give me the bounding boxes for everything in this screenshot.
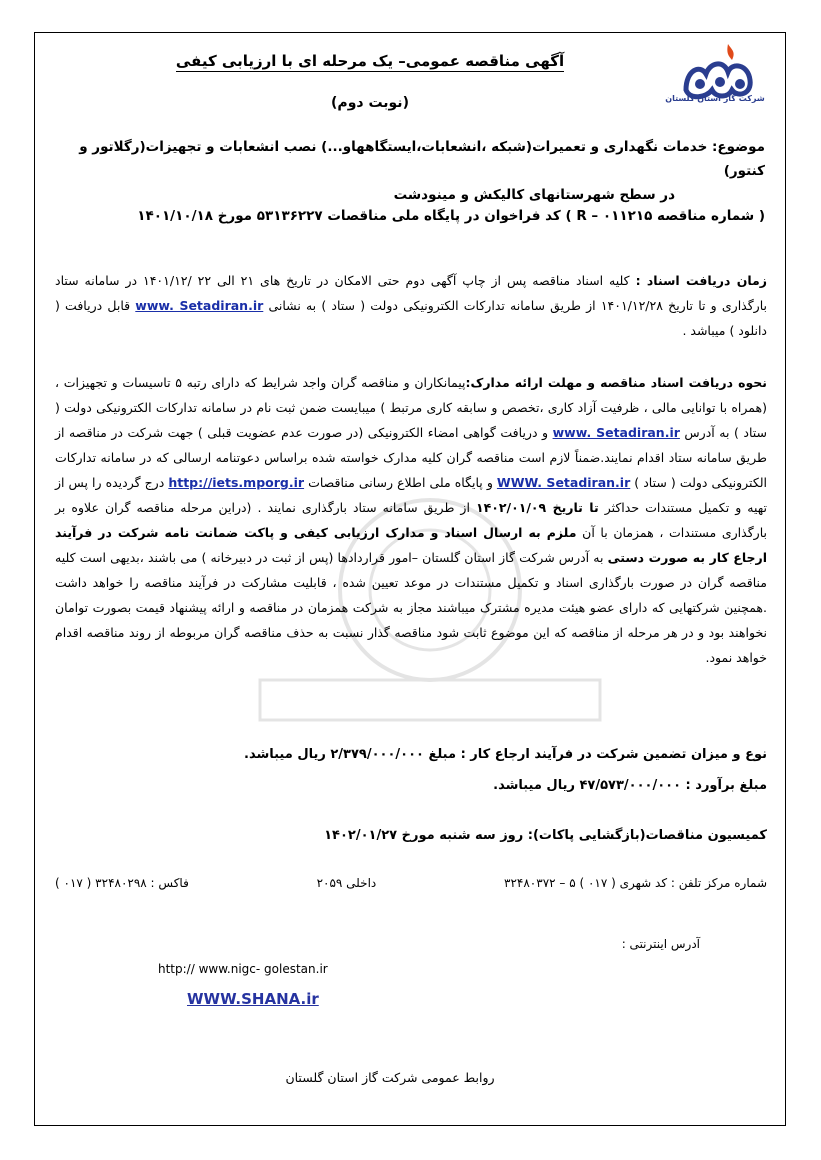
receipt-body-end: قابل دریافت ( دانلود ) میباشد . (55, 298, 767, 338)
receipt-heading: زمان دریافت اسناد : (635, 273, 767, 288)
shana-link[interactable]: WWW.SHANA.ir (187, 990, 319, 1008)
submission-paragraph (55, 370, 767, 670)
setadiran-link-3[interactable]: WWW. Setadiran.ir (496, 475, 631, 490)
logo-text: شرکت گاز استان گلستان (665, 94, 765, 103)
internet-address-label: آدرس اینترنتی : (621, 937, 700, 951)
nigc-golestan-link[interactable]: http:// www.nigc- golestan.ir (158, 962, 328, 976)
submission-heading: نحوه دریافت اسناد مناقصه و مهلت ارائه مدارک: (465, 375, 768, 390)
submission-body-c: و پایگاه ملی اطلاع رسانی مناقصات (304, 475, 497, 490)
deadline-text: تا تاریخ ۱۴۰۲/۰۱/۰۹ (475, 500, 599, 515)
page-title: آگهی مناقصه عمومی– یک مرحله ای با ارزیابی کیفی (175, 52, 565, 70)
fax-number: فاکس : ۳۲۴۸۰۲۹۸ ( ۰۱۷ ) (55, 876, 189, 890)
subject-line-1: موضوع: خدمات نگهداری و تعمیرات(شبکه ،انشعابات،ایستگاههاو...) نصب انشعابات و تجهیزات(رگلاتور و کنتور) (79, 139, 765, 179)
footer-signature: روابط عمومی شرکت گاز استان گلستان (285, 1070, 495, 1085)
subject-line-2: در سطح شهرستانهای کالیکش و مینودشت (393, 187, 675, 203)
tender-number-line: ( شماره مناقصه R – ۰۱۱۲۱۵ ) کد فراخوان در پایگاه ملی مناقصات ۵۳۱۳۶۲۲۷ مورخ ۱۴۰۱/۱۰/۱۸ (137, 208, 765, 224)
submission-body-f: به آدرس شرکت گاز استان گلستان –امور قراردادها (پس از ثبت در دبیرخانه ) می باشند ،بدیهی است کلیه مناقصه گران در صورت بارگذاری اسناد و تکمیل مستندات در موعد تعیین شده ، قابلیت مشارکت در فرآیند مناقصه را خواهد داشت .همچنین شرکتهایی که دارای عضو هیئت مدیره مشترک میباشند مجاز به شرکت همزمان در مناقصه و ارائه پیشنهاد قیمت بصورت توامان نخواهند بود و در هر مرحله از مناقصه که این موضوع ثابت شود مناقصه گذار نسبت به حذف مناقصه گران مربوطه از روند مناقصه اقدام خواهد نمود. (55, 550, 767, 665)
setadiran-link-2[interactable]: www. Setadiran.ir (552, 425, 680, 440)
submission-body-b: و دریافت گواهی امضاء الکترونیکی (در صورت عدم عضویت قبلی ) جهت شرکت در مناقصه از طریق سامانه ستاد اقدام نمایند.ضمناً لازم است مناقصه گران کلیه مدارک خواسته شده براساس دعوتنامه ارسالی که در سامانه تدارکات الکترونیکی دولت ( ستاد ) (55, 425, 768, 490)
submission-body-d: درج گردیده را پس از تهیه و تکمیل مستندات حداکثر (55, 475, 767, 515)
manual-submission-text: ملزم به ارسال اسناد و مدارک ارزیابی کیفی و پاکت ضمانت نامه شرکت در فرآیند ارجاع کار به صورت دستی (55, 525, 767, 565)
commission-line: کمیسیون مناقصات(بازگشایی پاکات): روز سه شنبه مورخ ۱۴۰۲/۰۱/۲۷ (324, 828, 767, 843)
setadiran-link-1[interactable]: www. Setadiran.ir (135, 298, 264, 313)
receipt-body: کلیه اسناد مناقصه پس از چاپ آگهی دوم حتی الامکان در تاریخ های ۲۱ الی ۲۲ /۱۴۰۱/۱۲ در سامانه ستاد بارگذاری و تا تاریخ ۱۴۰۱/۱۲/۲۸ از طریق سامانه تدارکات الکترونیکی دولت ( ستاد ) به نشانی (55, 273, 768, 313)
submission-body-a: پیمانکاران و مناقصه گران واجد شرایط که دارای رتبه ۵ تاسیسات و تجهیزات ،(همراه با توانایی مالی ، ظرفیت آزاد کاری ،تخصص و سابقه کاری مرتبط ) میبایست ضمن ثبت نام در سامانه تدارکات الکترونیکی دولت ( ستاد ) به آدرس (55, 375, 767, 440)
submission-body-e: از طریق سامانه ستاد بارگذاری نمایند . (دراین مرحله مناقصه گران علاوه بر بارگذاری مستندات ، همزمان با آن (55, 500, 767, 540)
round-label: (نوبت دوم) (331, 95, 409, 111)
phone-number: شماره مرکز تلفن : کد شهری ( ۰۱۷ ) ۵ – ۳۲۴۸۰۳۷۲ (504, 876, 767, 890)
extension-number: داخلی ۲۰۵۹ (316, 876, 377, 890)
estimate-line: مبلغ برآورد : ۴۷/۵۷۳/۰۰۰/۰۰۰ ریال میباشد. (493, 778, 767, 793)
iets-link[interactable]: http://iets.mporg.ir (168, 475, 305, 490)
subject-block (55, 135, 765, 207)
guarantee-line: نوع و میزان تضمین شرکت در فرآیند ارجاع کار : مبلغ ۲/۳۷۹/۰۰۰/۰۰۰ ریال میباشد. (244, 747, 767, 762)
contact-line (55, 876, 767, 890)
document-receipt-paragraph (55, 268, 767, 343)
